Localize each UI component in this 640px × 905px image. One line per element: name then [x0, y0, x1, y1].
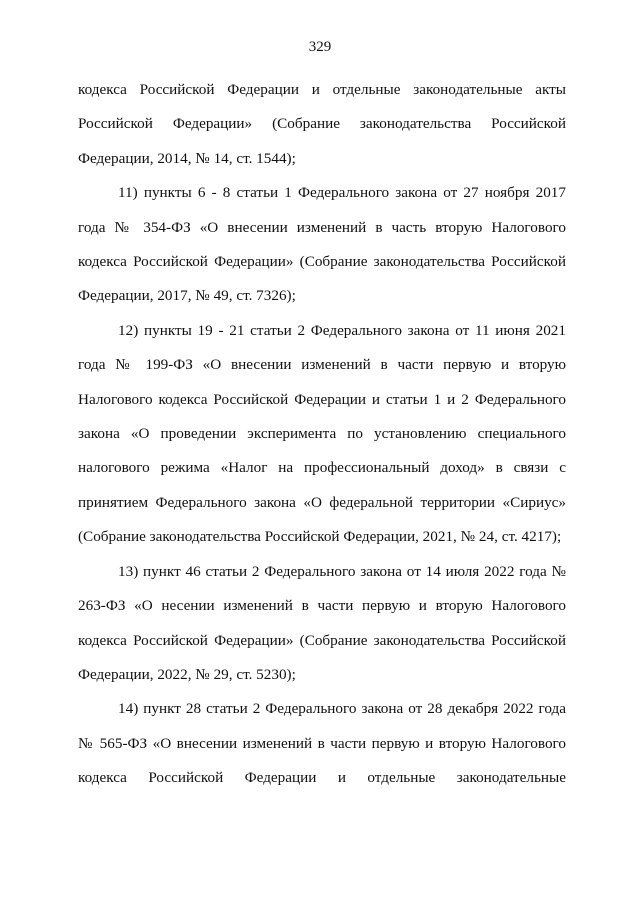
paragraph-continuation: кодекса Российской Федерации и отдельные законодательные акты Российской Федерации» (Собрание законодательства Российской Федерации, 2014, № 14, ст. 1544); [78, 81, 566, 167]
document-body [78, 73, 566, 796]
paragraph-item-11: 11) пункты 6 - 8 статьи 1 Федерального закона от 27 ноября 2017 года № 354-ФЗ «О внесении изменений в часть вторую Налогового кодекса Российской Федерации» (Собрание законодательства Российской Федерации, 2017, № 49, ст. 7326); [78, 184, 566, 305]
paragraph-item-13: 13) пункт 46 статьи 2 Федерального закона от 14 июля 2022 года № 263-ФЗ «О несении изменений в части первую и вторую Налогового кодекса Российской Федерации» (Собрание законодательства Российской Федерации, 2022, № 29, ст. 5230); [78, 562, 566, 683]
paragraph-item-14: 14) пункт 28 статьи 2 Федерального закона от 28 декабря 2022 года № 565-ФЗ «О внесении изменений в части первую и вторую Налогового кодекса Российской Федерации и отдельные законодательные [78, 700, 566, 787]
paragraph-item-12: 12) пункты 19 - 21 статьи 2 Федерального закона от 11 июня 2021 года № 199-ФЗ «О внесении изменений в части первую и вторую Налогового кодекса Российской Федерации и статьи 1 и 2 Федерального закона «О проведении эксперимента по установлению специального налогового режима «Налог на профессиональный доход» в связи с принятием Федерального закона «О федеральной территории «Сириус» (Собрание законодательства Российской Федерации, 2021, № 24, ст. 4217); [78, 321, 566, 546]
page-number: 329 [308, 39, 332, 55]
